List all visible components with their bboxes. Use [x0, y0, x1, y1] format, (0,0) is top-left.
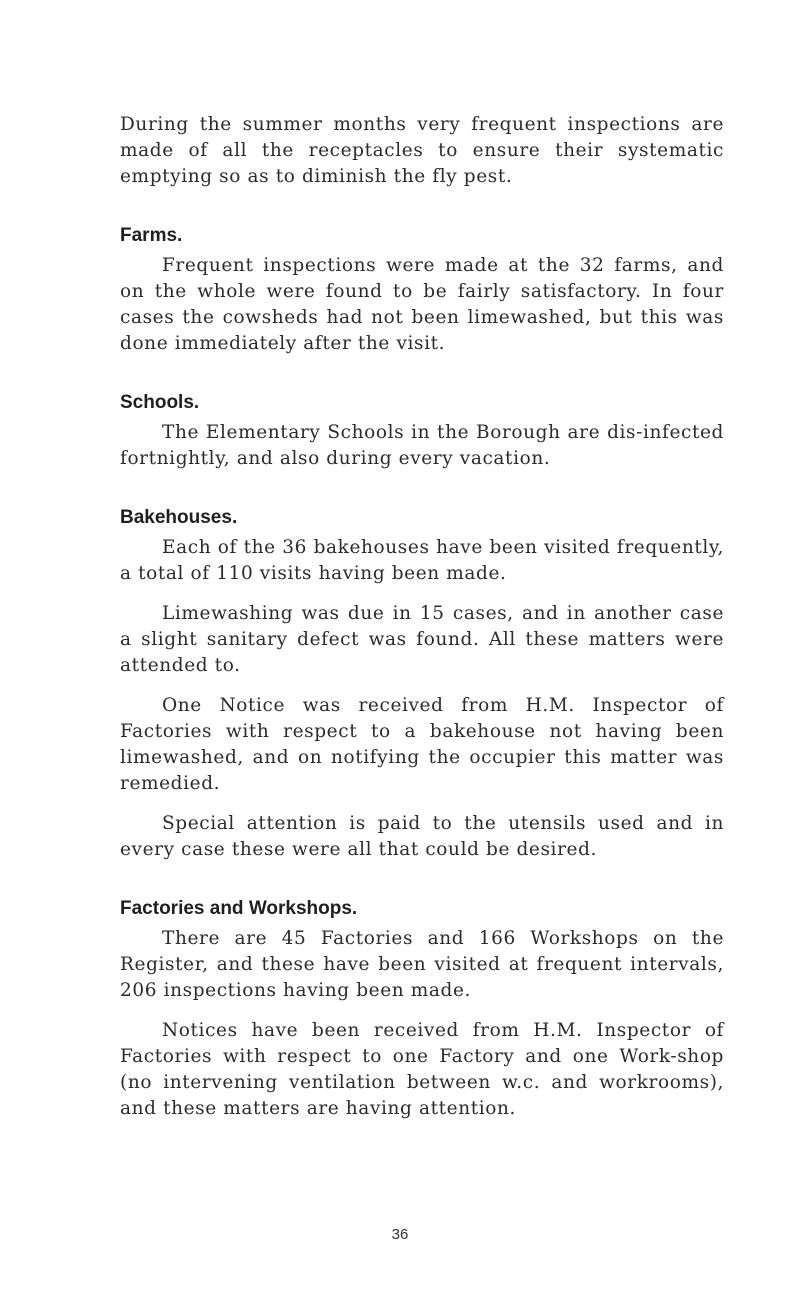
factories-paragraph-register: There are 45 Factories and 166 Workshops on the Register, and these have been visited at frequent intervals, 206 inspections having been made.	[120, 928, 724, 1001]
factories-heading: Factories and Workshops.	[120, 898, 358, 919]
farms-paragraph: Frequent inspections were made at the 32 farms, and on the whole were found to be fairly satisfactory. In four cases the cowsheds had not been limewashed, but this was done immediately after the visit.	[120, 255, 724, 354]
schools-heading: Schools.	[120, 392, 200, 413]
document-page	[120, 112, 724, 1122]
bakehouses-paragraph-visits: Each of the 36 bakehouses have been visited frequently, a total of 110 visits having been made.	[120, 537, 724, 584]
bakehouses-paragraph-utensils: Special attention is paid to the utensils used and in every case these were all that could be desired.	[120, 813, 724, 860]
bakehouses-heading: Bakehouses.	[120, 507, 238, 528]
page-number: 36	[391, 1226, 409, 1243]
schools-paragraph: The Elementary Schools in the Borough are dis-infected fortnightly, and also during every vacation.	[120, 422, 724, 469]
bakehouses-paragraph-limewashing: Limewashing was due in 15 cases, and in another case a slight sanitary defect was found. All these matters were attended to.	[120, 603, 724, 676]
factories-paragraph-notices: Notices have been received from H.M. Inspector of Factories with respect to one Factory and one Work-shop (no intervening ventilation between w.c. and workrooms), and these matters are having attention.	[120, 1020, 724, 1119]
farms-heading: Farms.	[120, 225, 183, 246]
bakehouses-paragraph-notice: One Notice was received from H.M. Inspector of Factories with respect to a bakehouse not having been limewashed, and on notifying the occupier this matter was remedied.	[120, 695, 724, 794]
intro-paragraph: During the summer months very frequent inspections are made of all the receptacles to ensure their systematic emptying so as to diminish the fly pest.	[120, 114, 724, 187]
